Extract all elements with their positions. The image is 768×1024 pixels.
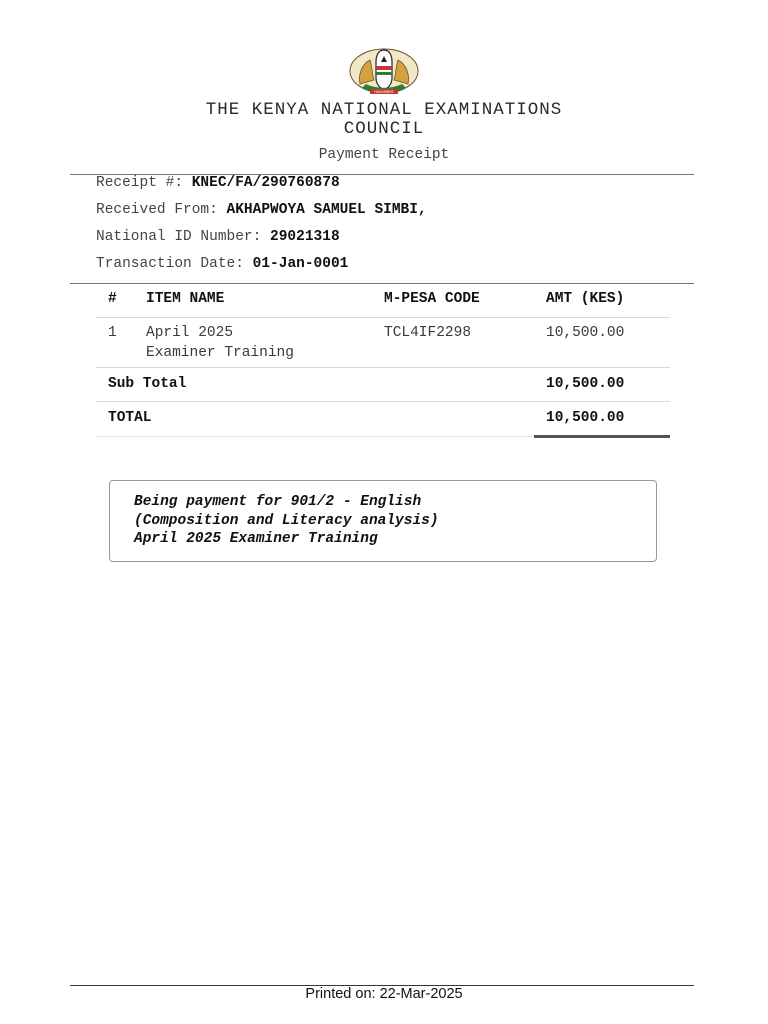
- received-from-value: AKHAPWOYA SAMUEL SIMBI,: [226, 202, 427, 218]
- payment-note-line3: April 2025 Examiner Training: [134, 531, 378, 547]
- organization-title-line1: THE KENYA NATIONAL EXAMINATIONS: [205, 100, 563, 120]
- subtotal-row: [96, 368, 670, 402]
- receipt-number-label: Receipt #:: [96, 175, 184, 191]
- total-row: [96, 402, 670, 437]
- receipt-number-value: KNEC/FA/290760878: [191, 175, 340, 191]
- col-header-mpesa-code: M-PESA CODE: [372, 284, 534, 318]
- svg-text:HARAMBEE: HARAMBEE: [374, 90, 394, 94]
- row-amount: 10,500.00: [534, 318, 670, 368]
- total-value: 10,500.00: [534, 402, 670, 437]
- received-from: [96, 202, 427, 218]
- col-header-number: #: [96, 284, 134, 318]
- row-item-name-line1: April 2025: [146, 325, 234, 341]
- col-header-item-name: ITEM NAME: [134, 284, 372, 318]
- organization-title-line2: COUNCIL: [343, 119, 425, 139]
- total-label: TOTAL: [96, 402, 534, 437]
- organization-title: [70, 101, 698, 139]
- row-mpesa-code: TCL4IF2298: [372, 318, 534, 368]
- col-header-amount: AMT (KES): [534, 284, 670, 318]
- table-header-row: [96, 284, 670, 318]
- national-id-label: National ID Number:: [96, 229, 262, 245]
- transaction-date-value: 01-Jan-0001: [252, 256, 349, 272]
- national-id: [96, 229, 340, 245]
- payment-note: [109, 480, 657, 562]
- table-row: [96, 318, 670, 368]
- receipt-number: [96, 175, 340, 191]
- payment-note-line2: (Composition and Literacy analysis): [134, 512, 439, 529]
- transaction-date-label: Transaction Date:: [96, 256, 244, 272]
- printed-on: Printed on: 22-Mar-2025: [305, 986, 463, 1002]
- row-number: 1: [96, 318, 134, 368]
- transaction-date: [96, 256, 348, 272]
- received-from-label: Received From:: [96, 202, 218, 218]
- row-item-name-line2: Examiner Training: [146, 345, 294, 361]
- document-title: Payment Receipt: [318, 147, 450, 163]
- national-id-value: 29021318: [270, 229, 340, 245]
- coat-of-arms-icon: [348, 44, 420, 96]
- subtotal-label: Sub Total: [96, 368, 534, 402]
- items-table: [96, 284, 670, 438]
- row-item-name: [134, 318, 372, 368]
- subtotal-value: 10,500.00: [534, 368, 670, 402]
- payment-note-line1: Being payment for 901/2 - English: [134, 494, 422, 510]
